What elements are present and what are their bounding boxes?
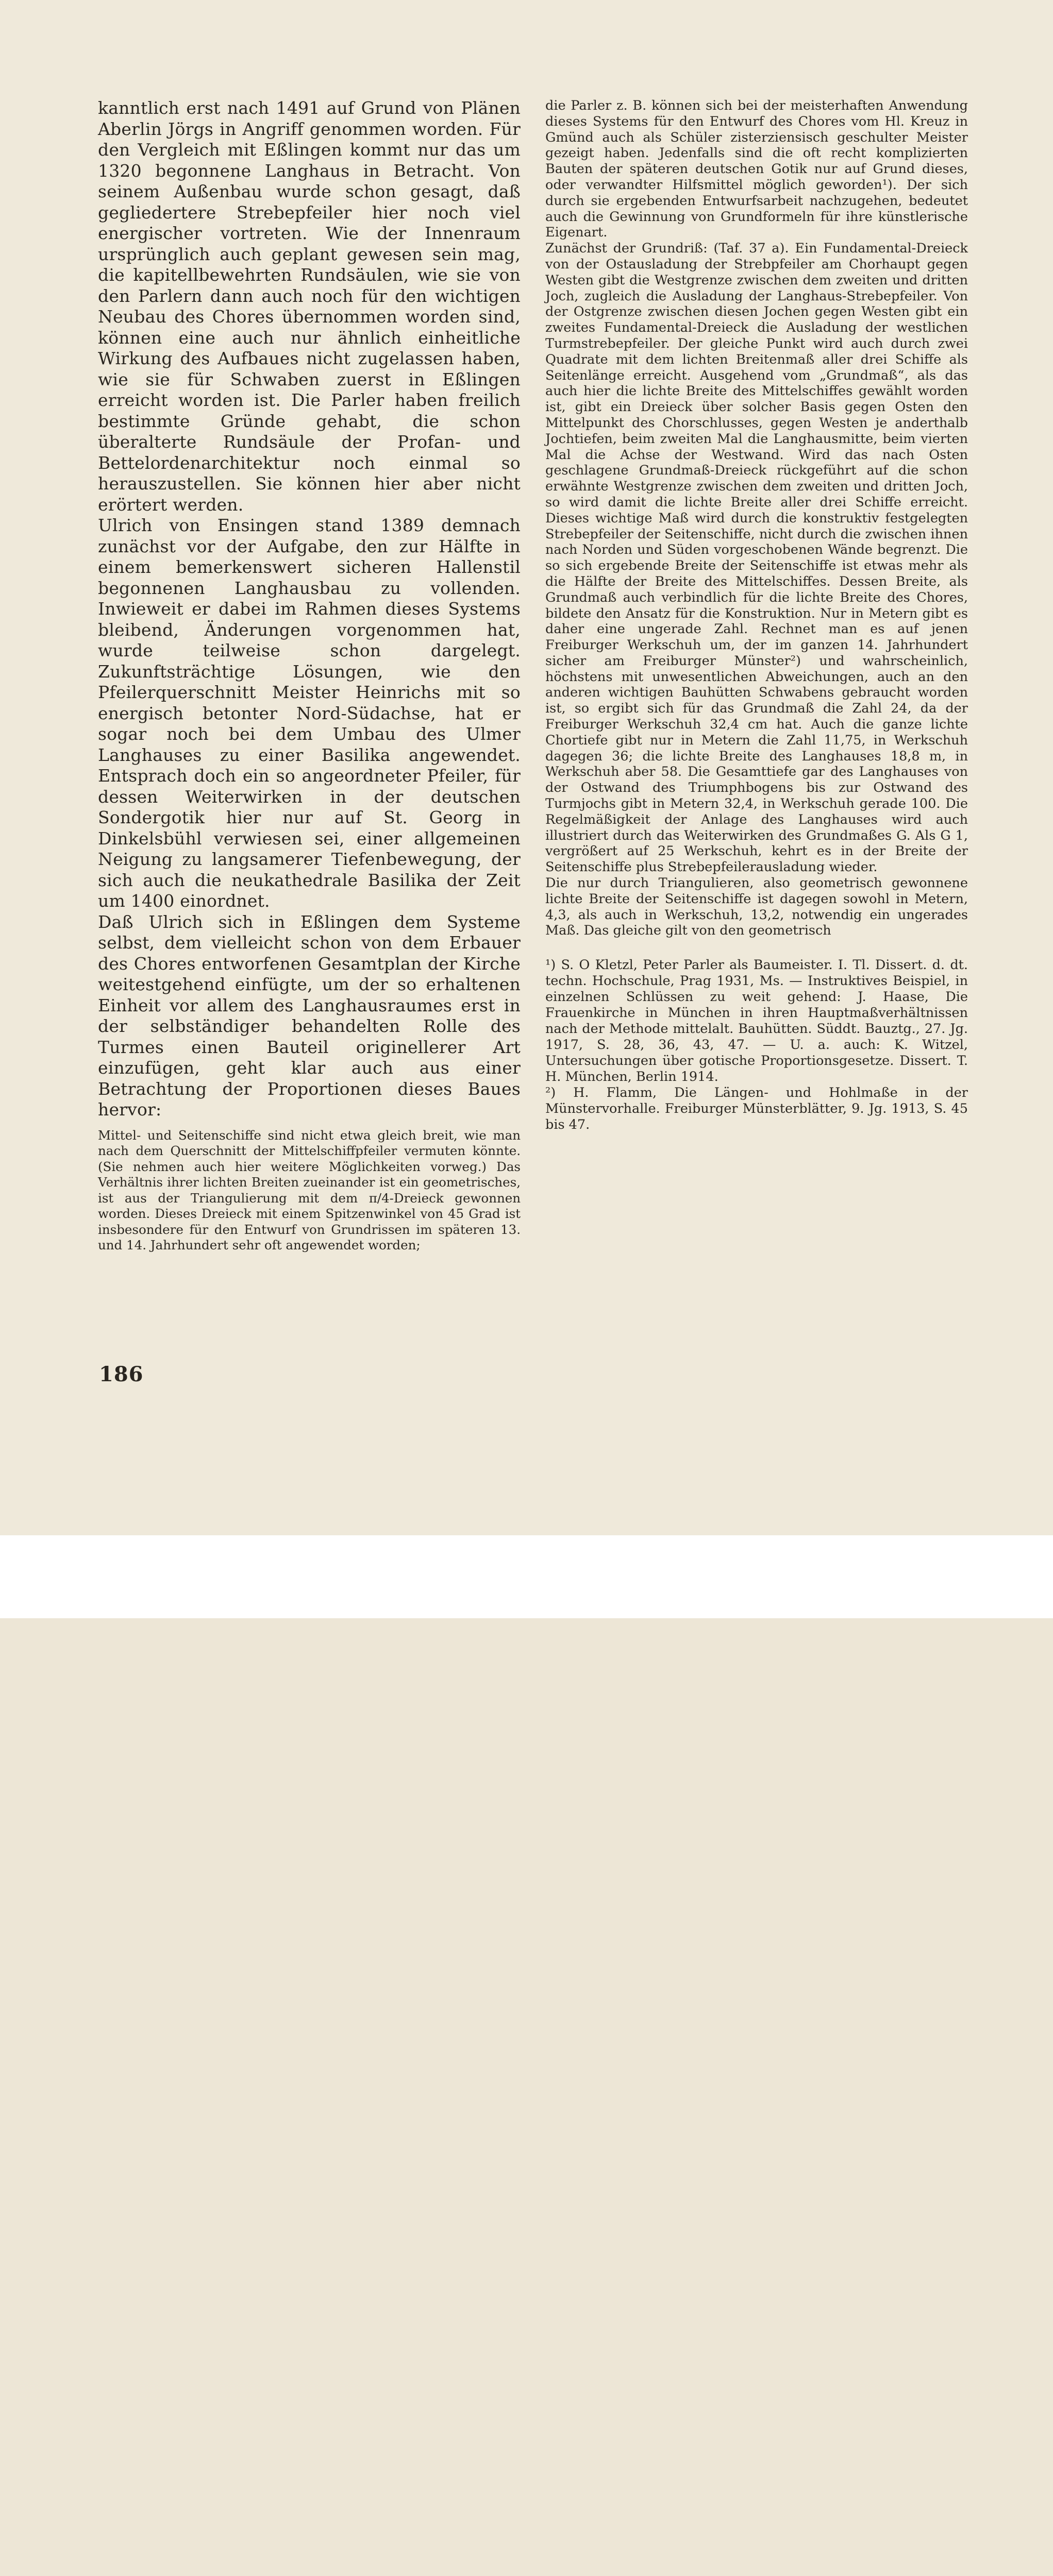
paragraph: Ulrich von Ensingen stand 1389 demnach zunächst vor der Aufgabe, den zur Hälfte in einem bemerkenswert sicheren Hallenstil begonnenen Langhausbau zu vollenden. Inwieweit er dabei im Rahmen dieses Systems bleibend, Änderungen vorgenommen hat, wurde teilweise schon dargelegt. Zukunftsträchtige Lösungen, wie den Pfeilerquerschnitt Meister Heinrichs mit so energisch betonter Nord-Südachse, hat er sogar noch bei dem Umbau des Ulmer Langhauses zu einer Basilika angewendet. Entsprach doch ein so angeordneter Pfeiler, für dessen Weiterwirken in der deutschen Sondergotik hier nur auf St. Georg in Dinkelsbühl verwiesen sei, einer allgemeinen Neigung zu langsamerer Tiefenbewegung, der sich auch die neukathedrale Basilika der Zeit um 1400 einordnet. <box>98 515 521 911</box>
footnotes <box>545 957 968 1133</box>
note-paragraph: Mittel- und Seitenschiffe sind nicht etwa gleich breit, wie man nach dem Querschnitt der Mittelschiffpfeiler vermuten könnte. (Sie nehmen auch hier weitere Möglichkeiten vorweg.) Das Verhältnis ihrer lichten Breiten zueinander ist ein geometrisches, ist aus der Triangulierung mit dem π/4-Dreieck gewonnen worden. Dieses Dreieck mit einem Spitzenwinkel von 45 Grad ist insbesondere für den Entwurf von Grundrissen im späteren 13. und 14. Jahrhundert sehr oft angewendet worden; <box>98 1127 521 1252</box>
left-small-note <box>98 1128 521 1253</box>
left-body-text <box>98 98 521 1121</box>
page-number: 186 <box>99 1362 144 1386</box>
footnote: ¹) S. O Kletzl, Peter Parler als Baumeister. I. Tl. Dissert. d. dt. techn. Hochschule, Prag 1931, Ms. — Instruktives Beispiel, in einzelnen Schlüssen zu weit gehend: J. Haase, Die Frauenkirche in München in ihren Hauptmaßverhältnissen nach der Methode mittelalt. Bauhütten. Süddt. Bauztg., 27. Jg. 1917, S. 28, 36, 43, 47. — U. a. auch: K. Witzel, Untersuchungen über gotische Proportionsgesetze. Dissert. T. H. München, Berlin 1914. <box>545 957 968 1085</box>
right-body-text <box>545 98 968 939</box>
footnote: ²) H. Flamm, Die Längen- und Hohlmaße in der Münstervorhalle. Freiburger Münsterblätter, 9. Jg. 1913, S. 45 bis 47. <box>545 1085 968 1133</box>
paragraph: Zunächst der Grundriß: (Taf. 37 a). Ein Fundamental-Dreieck von der Ostausladung der Strebpfeiler am Chorhaupt gegen Westen gibt die Westgrenze zwischen dem zweiten und dritten Joch, zugleich die Ausladung der Langhaus-Strebepfeiler. Von der Ostgrenze zwischen diesen Jochen gegen Westen gibt ein zweites Fundamental-Dreieck die Ausladung der westlichen Turmstrebepfeiler. Der gleiche Punkt wird auch durch zwei Quadrate mit dem lichten Breitenmaß aller drei Schiffe als Seitenlänge erreicht. Ausgehend vom „Grundmaß“, als das auch hier die lichte Breite des Mittelschiffes gewählt worden ist, gibt ein Dreieck über solcher Basis gegen Osten den Mittelpunkt des Chorschlusses, gegen Westen je anderthalb Jochtiefen, beim zweiten Mal die Langhausmitte, beim vierten Mal die Achse der Westwand. Wird das nach Osten geschlagene Grundmaß-Dreieck rückgeführt auf die schon erwähnte Westgrenze zwischen dem zweiten und dritten Joch, so wird damit die lichte Breite aller drei Schiffe erreicht. Dieses wichtige Maß wird durch die konstruktiv festgelegten Strebepfeiler der Seitenschiffe, nicht durch die zwischen ihnen nach Norden und Süden vorgeschobenen Wände begrenzt. Die so sich ergebende Breite der Seitenschiffe ist etwas mehr als die Hälfte der Breite des Mittelschiffes. Dessen Breite, als Grundmaß auch verbindlich für die lichte Breite des Chores, bildete den Ansatz für die Konstruktion. Nur in Metern gibt es daher eine ungerade Zahl. Rechnet man es auf jenen Freiburger Werkschuh um, der im ganzen 14. Jahrhundert sicher am Freiburger Münster²) und wahrscheinlich, höchstens mit unwesentlichen Abweichungen, auch an den anderen wichtigen Bauhütten Schwabens gebraucht worden ist, so ergibt sich für das Grundmaß die Zahl 24, da der Freiburger Werkschuh 32,4 cm hat. Auch die ganze lichte Chortiefe gibt nur in Metern die Zahl 11,75, in Werkschuh dagegen 36; die lichte Breite des Langhauses 18,8 m, in Werkschuh aber 58. Die Gesamttiefe gar des Langhauses von der Ostwand des Triumphbogens bis zur Ostwand des Turmjochs gibt in Metern 32,4, in Werkschuh gerade 100. Die Regelmäßigkeit der Anlage des Langhauses wird auch illustriert durch das Weiterwirken des Grundmaßes G. Als G 1, vergrößert auf 25 Werkschuh, kehrt es in der Breite der Seitenschiffe plus Strebepfeilerausladung wieder. <box>545 241 968 875</box>
paragraph: die Parler z. B. können sich bei der meisterhaften Anwendung dieses Systems für den Entwurf des Chores vom Hl. Kreuz in Gmünd auch als Schüler zisterziensisch geschulter Meister gezeigt haben. Jedenfalls sind die oft recht komplizierten Bauten der späteren deutschen Gotik nur auf Grund dieses, oder verwandter Hilfsmittel möglich geworden¹). Der sich durch sie ergebenden Entwurfsarbeit nachzugehen, bedeutet auch die Gewinnung von Grundformeln für ihre künstlerische Eigenart. <box>545 98 968 241</box>
footer-bar <box>0 1535 1053 1618</box>
right-column <box>545 98 968 1133</box>
left-column <box>98 98 521 1253</box>
paragraph: Die nur durch Triangulieren, also geometrisch gewonnene lichte Breite der Seitenschiffe ist dagegen sowohl in Metern, 4,3, als auch in Werkschuh, 13,2, notwendig ein ungerades Maß. Das gleiche gilt von den geometrisch <box>545 875 968 939</box>
paragraph: kanntlich erst nach 1491 auf Grund von Plänen Aberlin Jörgs in Angriff genommen worden. Für den Vergleich mit Eßlingen kommt nur das um 1320 begonnene Langhaus in Betracht. Von seinem Außenbau wurde schon gesagt, daß gegliedertere Strebepfeiler hier noch viel energischer vortreten. Wie der Innenraum ursprünglich auch geplant gewesen sein mag, die kapitellbewehrten Rundsäulen, wie sie von den Parlern dann auch noch für den wichtigen Neubau des Chores übernommen worden sind, können eine auch nur ähnlich einheitliche Wirkung des Aufbaues nicht zugelassen haben, wie sie für Schwaben zuerst in Eßlingen erreicht worden ist. Die Parler haben freilich bestimmte Gründe gehabt, die schon überalterte Rundsäule der Profan- und Bettelordenarchitektur noch einmal so herauszustellen. Sie können hier aber nicht erörtert werden. <box>98 98 521 515</box>
paragraph: Daß Ulrich sich in Eßlingen dem Systeme selbst, dem vielleicht schon von dem Erbauer des Chores entworfenen Gesamtplan der Kirche weitestgehend einfügte, um der so erhaltenen Einheit vor allem des Langhausraumes erst in der selbständiger behandelten Rolle des Turmes einen Bauteil originellerer Art einzufügen, geht klar auch aus einer Betrachtung der Proportionen dieses Baues hervor: <box>98 911 521 1120</box>
